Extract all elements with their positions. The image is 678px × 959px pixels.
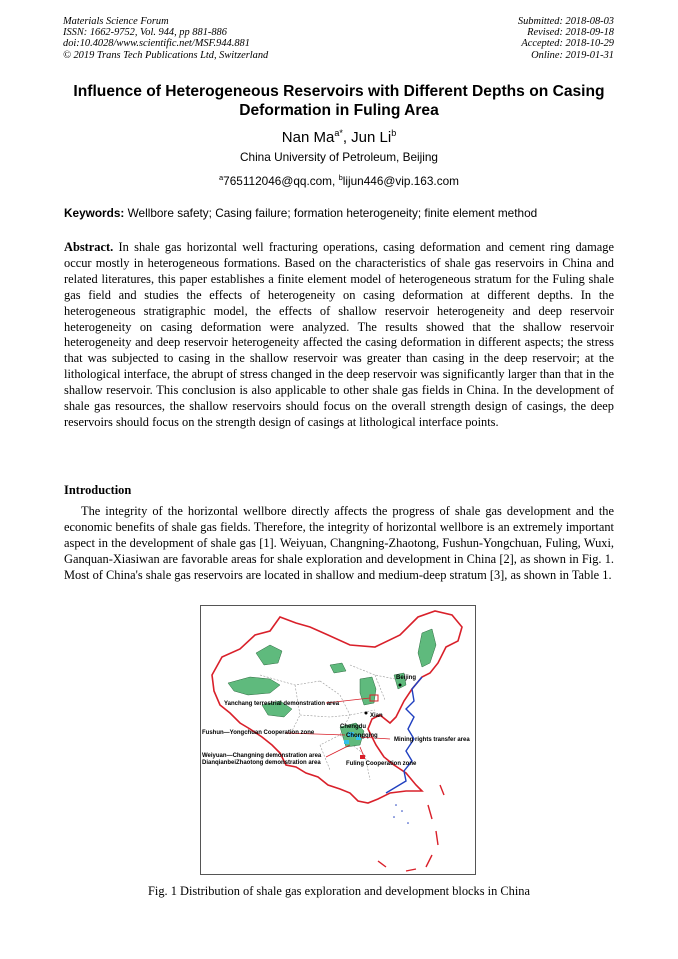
author-marker: a*	[334, 128, 343, 138]
map-label-chengdu: Chengdu	[340, 724, 366, 730]
keywords-label: Keywords:	[64, 206, 125, 220]
journal-copyright: © 2019 Trans Tech Publications Ltd, Switzerland	[63, 49, 269, 61]
map-label-fuling: Fuling Cooperation zone	[346, 761, 417, 767]
email-address[interactable]: lijun446@vip.163.com	[342, 173, 459, 188]
figure-caption: Fig. 1 Distribution of shale gas exploration and development blocks in China	[148, 884, 530, 898]
figure-map	[200, 605, 476, 875]
keywords	[64, 206, 616, 220]
author-name: Jun Li	[351, 129, 392, 146]
paper-title: Influence of Heterogeneous Reservoirs with Different Depths on Casing Deformation in Fuling Area	[73, 83, 605, 119]
map-label-xian: Xian	[370, 713, 383, 719]
author-name: Nan Ma	[281, 129, 335, 146]
china-map-illustration	[200, 605, 476, 875]
email-marker: b	[338, 173, 343, 182]
journal-doi: doi:10.4028/www.scientific.net/MSF.944.881	[63, 38, 250, 50]
abstract-label: Abstract.	[64, 240, 114, 254]
email-marker: a	[219, 173, 224, 182]
email-address[interactable]: 765112046@qq.com,	[223, 173, 339, 188]
map-label-mining: Mining rights transfer area	[394, 737, 470, 743]
abstract-text: In shale gas horizontal well fracturing operations, casing deformation and cement ring damage occur mostly in heterogeneous formations. Based on the characteristics of shale gas reservoirs in China and related literatures, this paper establishes a finite element model of heterogeneous stratum for the Fuling shale gas field and studies the effects of heterogeneity on casing deformation at different depths. In the heterogeneous stratigraphic model, the effects of shallow reservoir heterogeneity and deep reservoir heterogeneity on casing deformation were analyzed. The results showed that the shallow reservoir heterogeneity and deep reservoir heterogeneity affected the casing deformation in different aspects; the stress that was subjected to casing in the shallow reservoir was greater than casing in the deep reservoir; at the lithological interface, the abrupt of stress changed in the deep reservoir was significantly larger than that in the shallow reservoir. This conclusion is also applicable to other shale gas fields in China. In the development of shale gas resources, the shallow reservoirs should focus on the overall strength design of casings, the deep reservoirs should focus on the strength design of casings at lithological interface points.	[64, 240, 614, 429]
map-label-fushun: Fushun—Yongchuan Cooperation zone	[202, 730, 315, 736]
journal-name: Materials Science Forum	[63, 16, 169, 27]
date-accepted: Accepted: 2018-10-29	[521, 38, 614, 50]
date-revised: Revised: 2018-09-18	[527, 27, 614, 39]
map-label-weiyuan: Weiyuan—Changning demonstration area	[202, 753, 322, 759]
journal-header-right	[518, 16, 614, 61]
date-submitted: Submitted: 2018-08-03	[517, 16, 614, 27]
keywords-text: Wellbore safety; Casing failure; formation heterogeneity; finite element method	[124, 206, 538, 220]
journal-header-left	[63, 16, 268, 61]
map-label-beijing: Beijing	[396, 675, 417, 681]
author-line	[0, 124, 678, 147]
date-online: Online: 2019-01-31	[531, 49, 614, 61]
email-line	[0, 171, 678, 188]
affiliation: China University of Petroleum, Beijing	[239, 150, 438, 164]
map-label-yanchang: Yanchang terrestrial demonstration area	[224, 701, 340, 707]
map-label-chongqing: Chongqing	[346, 733, 378, 739]
introduction-paragraph: The integrity of the horizontal wellbore directly affects the progress of shale gas development and the economic benefits of shale gas fields. Therefore, the integrity of horizontal wellbore is an extremely important aspect in the development of shale gas [1]. Weiyuan, Changning-Zhaotong, Fushun-Yongchuan, Fuling, Wuxi, Ganquan-Xiasiwan are favorable areas for shale exploration and development in China [2], as shown in Fig. 1. Most of China's shale gas reservoirs are located in shallow and medium-deep stratum [3], as shown in Table 1.	[64, 504, 614, 582]
map-label-dianqianbei: DianqianbeiZhaotong demonstration area	[202, 760, 321, 766]
section-heading: Introduction	[64, 483, 132, 497]
author-separator: ,	[342, 129, 352, 146]
journal-issn: ISSN: 1662-9752, Vol. 944, pp 881-886	[63, 27, 227, 39]
block-marker	[344, 740, 349, 744]
abstract	[64, 240, 614, 431]
author-marker: b	[391, 128, 397, 138]
